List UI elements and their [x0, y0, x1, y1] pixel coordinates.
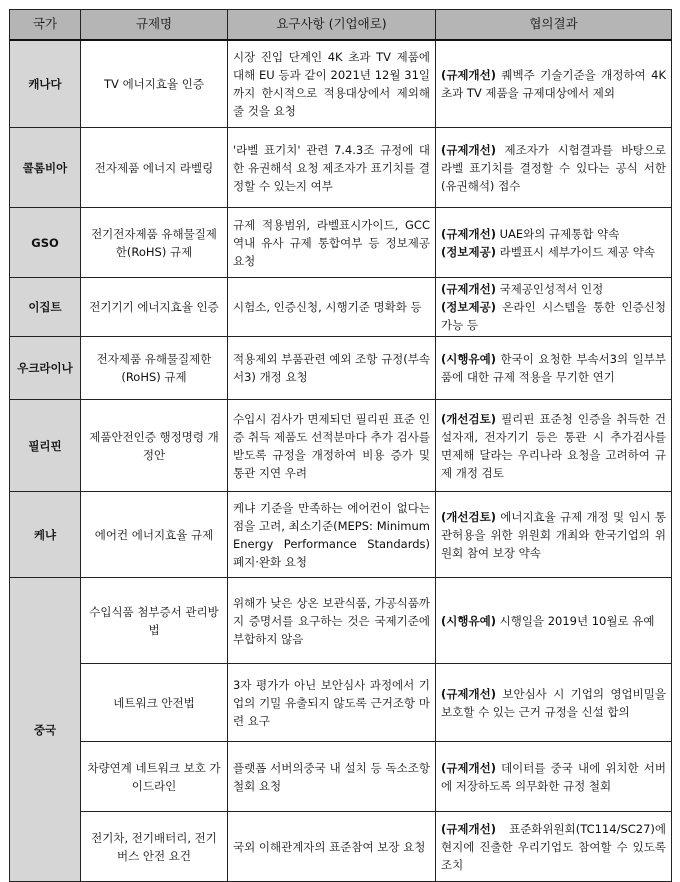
- country-cell: 필리핀: [10, 400, 81, 492]
- requirement-cell: 국외 이해관계자의 표준참여 보장 요청: [228, 812, 436, 882]
- result-cell: [436, 128, 672, 208]
- result-tag: (규제개선): [441, 760, 496, 775]
- country-cell: 케냐: [10, 492, 81, 578]
- result-tag: (개선검토): [441, 509, 496, 524]
- header-requirement: 요구사항 (기업애로): [228, 10, 436, 40]
- result-text: 데이터를 중국 내에 위치한 서버에 저장하도록 의무화한 규정 철회: [441, 760, 666, 793]
- result-text: 보안심사 시 기업의 영업비밀을 보호할 수 있는 근거 규정을 신설 합의: [441, 686, 666, 719]
- result-cell: [436, 812, 672, 882]
- result-tag: (시행유예): [441, 613, 496, 628]
- result-cell: [436, 664, 672, 742]
- requirement-cell: 시장 진입 단계인 4K 초과 TV 제품에 대해 EU 등과 같이 2021년 12월 31일까지 한시적으로 적용대상에서 제외해 줄 것을 요청: [228, 40, 436, 128]
- result-tag: (규제개선): [441, 142, 496, 157]
- requirement-cell: 적용제외 부품관련 예외 조항 규정(부속서3) 개정 요청: [228, 337, 436, 400]
- result-text: 한국이 요청한 부속서3의 일부부품에 대한 규제 적용을 무기한 연기: [441, 352, 666, 384]
- result-tag: (정보제공): [441, 244, 496, 259]
- result-text: 국제공인성적서 인정: [495, 282, 604, 296]
- country-cell: 캐나다: [10, 40, 81, 128]
- result-cell: [436, 400, 672, 492]
- result-tag: (개선검토): [441, 411, 496, 426]
- header-regulation: 규제명: [81, 10, 228, 40]
- requirement-cell: 규제 적용범위, 라벨표시가이드, GCC 역내 유사 규제 통합여부 등 정보제공 요청: [228, 208, 436, 278]
- table-row: [10, 40, 672, 128]
- country-cell: 중국: [10, 578, 81, 882]
- result-text: 온라인 시스템을 통한 인증신청 가능 등: [441, 300, 666, 332]
- result-text: UAE와의 규제통합 약속: [495, 226, 620, 241]
- regulation-table: [9, 9, 672, 882]
- result-tag: (규제개선): [441, 686, 496, 701]
- country-cell: 이집트: [10, 278, 81, 337]
- header-result: 협의결과: [436, 10, 672, 40]
- result-text: 에너지효율 규제 개정 및 임시 통관허용을 위한 위원회 개최와 한국기업의 위원회 참여 보장 약속: [441, 509, 666, 560]
- result-tag: (시행유예): [441, 352, 496, 366]
- regulation-cell: 차량연계 네트워크 보호 가이드라인: [81, 742, 228, 812]
- result-cell: [436, 40, 672, 128]
- result-text: 라벨표시 세부가이드 제공 약속: [495, 244, 655, 259]
- result-text: 필리핀 표준청 인증을 취득한 건설자재, 전자기기 등은 통관 시 추가검사를 면제해 달라는 우리나라 요청을 고려하여 규제 개정 검토: [441, 411, 666, 480]
- result-cell: [436, 742, 672, 812]
- result-tag: (규제개선): [441, 821, 496, 836]
- result-text: 퀘벡주 기술기준을 개정하여 4K 초과 TV 제품을 규제대상에서 제외: [441, 67, 666, 100]
- table-row: [10, 812, 672, 882]
- regulation-cell: 에어컨 에너지효율 규제: [81, 492, 228, 578]
- table-row: [10, 337, 672, 400]
- result-cell: [436, 208, 672, 278]
- table-row: [10, 208, 672, 278]
- header-row: [10, 10, 672, 40]
- regulation-cell: 수입식품 첨부증서 관리방법: [81, 578, 228, 664]
- regulation-cell: 제품안전인증 행정명령 개정안: [81, 400, 228, 492]
- country-cell: 콜롬비아: [10, 128, 81, 208]
- result-cell: [436, 492, 672, 578]
- regulation-cell: 전자제품 에너지 라벨링: [81, 128, 228, 208]
- result-cell: [436, 278, 672, 337]
- country-cell: 우크라이나: [10, 337, 81, 400]
- regulation-cell: TV 에너지효율 인증: [81, 40, 228, 128]
- result-text: 시행일을 2019년 10월로 유예: [495, 613, 655, 628]
- result-tag: (규제개선): [441, 226, 496, 241]
- regulation-cell: 네트워크 안전법: [81, 664, 228, 742]
- result-cell: [436, 578, 672, 664]
- header-country: 국가: [10, 10, 81, 40]
- requirement-cell: 플랫폼 서버의중국 내 설치 등 독소조항 철회 요청: [228, 742, 436, 812]
- result-tag: (규제개선): [441, 67, 496, 82]
- regulation-cell: 전기기기 에너지효율 인증: [81, 278, 228, 337]
- table-row: [10, 278, 672, 337]
- table-row: [10, 742, 672, 812]
- regulation-cell: 전자제품 유해물질제한(RoHS) 규제: [81, 337, 228, 400]
- result-tag: (규제개선): [441, 282, 496, 296]
- result-text: 표준화위원회(TC114/SC27)에 현지에 진출한 우리기업도 참여할 수 있도록 조치: [441, 821, 666, 872]
- regulation-cell: 전기전자제품 유해물질제한(RoHS) 규제: [81, 208, 228, 278]
- country-cell: GSO: [10, 208, 81, 278]
- table-row: [10, 492, 672, 578]
- table-row: [10, 664, 672, 742]
- result-cell: [436, 337, 672, 400]
- requirement-cell: '라벨 표기치' 관련 7.4.3조 규정에 대한 유권해석 요청 제조자가 표기치를 결정할 수 있는지 여부: [228, 128, 436, 208]
- table-row: [10, 578, 672, 664]
- result-text: 제조자가 시험결과를 바탕으로 라벨 표기치를 결정할 수 있다는 공식 서한(유권해석) 접수: [441, 142, 666, 193]
- requirement-cell: 위해가 낮은 상온 보관식품, 가공식품까지 증명서를 요구하는 것은 국제기준에 부합하지 않음: [228, 578, 436, 664]
- requirement-cell: 시험소, 인증신청, 시행기준 명확화 등: [228, 278, 436, 337]
- requirement-cell: 3자 평가가 아닌 보안심사 과정에서 기업의 기밀 유출되지 않도록 근거조항 마련 요구: [228, 664, 436, 742]
- regulation-cell: 전기차, 전기배터리, 전기버스 안전 요건: [81, 812, 228, 882]
- requirement-cell: 수입시 검사가 면제되던 필리핀 표준 인증 취득 제품도 선적분마다 추가 검사를 받도록 규정을 개정하여 비용 증가 및 통관 지연 우려: [228, 400, 436, 492]
- table-row: [10, 400, 672, 492]
- requirement-cell: 케냐 기준을 만족하는 에어컨이 없다는 점을 고려, 최소기준(MEPS: Minimum Energy Performance Standards) 폐지·완화 요청: [228, 492, 436, 578]
- table-row: [10, 128, 672, 208]
- result-tag: (정보제공): [441, 300, 496, 314]
